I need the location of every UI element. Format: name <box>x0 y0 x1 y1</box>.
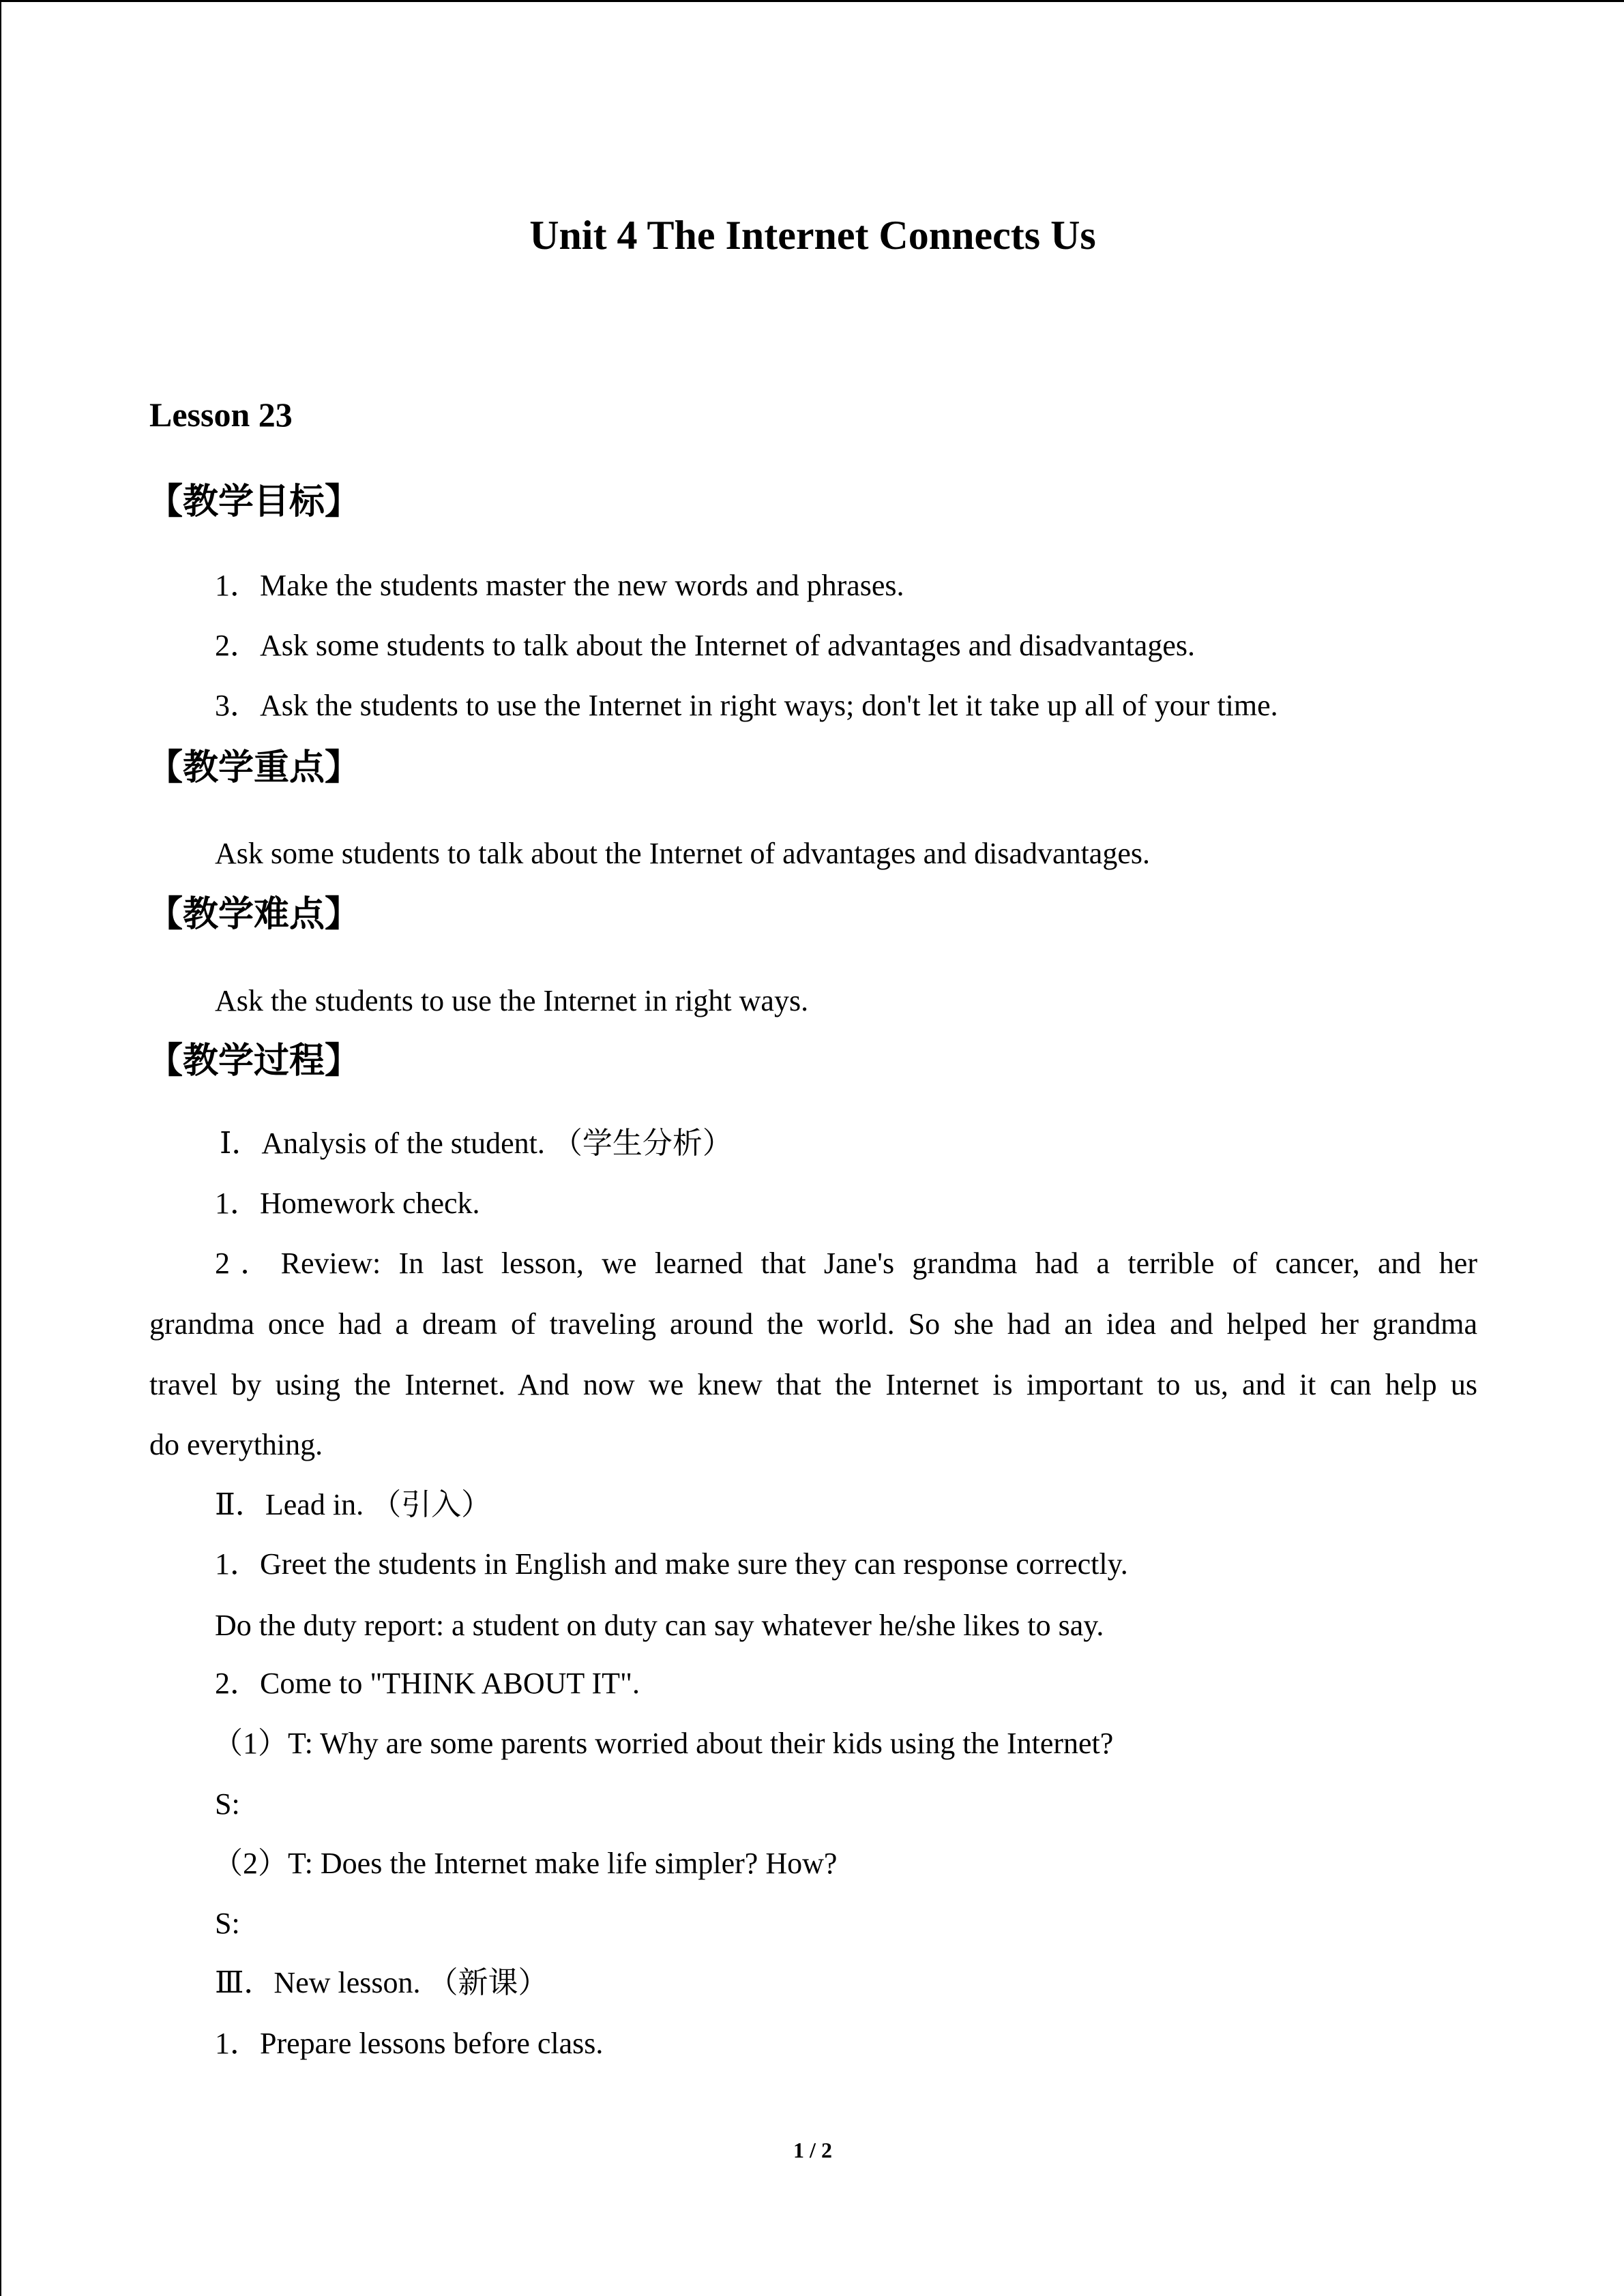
homework-check: 1．Homework check. <box>215 1187 480 1220</box>
key-points-heading: 【教学重点】 <box>147 747 361 788</box>
review-line: 2．Review: In last lesson, we learned that Jane's grandma had a terrible of cancer, and her <box>215 1247 1477 1280</box>
part2-title: Ⅱ．Lead in. （引入） <box>215 1488 492 1521</box>
answer-1: S: <box>215 1787 240 1821</box>
prepare-item: 1．Prepare lessons before class. <box>215 2027 604 2060</box>
page-number: 1 / 2 <box>793 2138 832 2162</box>
duty-report: Do the duty report: a student on duty can say whatever he/she likes to say. <box>215 1609 1104 1642</box>
difficulties-heading: 【教学难点】 <box>147 894 361 935</box>
review-line: grandma once had a dream of traveling around the world. So she had an idea and helped her grandma <box>149 1307 1477 1341</box>
process-heading: 【教学过程】 <box>147 1041 361 1082</box>
objective-item: 2．Ask some students to talk about the Internet of advantages and disadvantages. <box>215 629 1195 662</box>
objective-item: 1．Make the students master the new words and phrases. <box>215 569 904 602</box>
objectives-heading: 【教学目标】 <box>147 481 361 522</box>
part1-title: Ⅰ．Analysis of the student. （学生分析） <box>220 1127 733 1160</box>
key-points-text: Ask some students to talk about the Internet of advantages and disadvantages. <box>215 837 1150 870</box>
question-2: （2）T: Does the Internet make life simpler? How? <box>213 1847 838 1880</box>
difficulties-text: Ask the students to use the Internet in right ways. <box>215 984 809 1017</box>
lesson-title: Lesson 23 <box>149 396 293 434</box>
document-title: Unit 4 The Internet Connects Us <box>529 213 1096 258</box>
part3-title: Ⅲ．New lesson. （新课） <box>215 1966 548 1999</box>
review-line: travel by using the Internet. And now we knew that the Internet is important to us, and it can help us <box>149 1368 1477 1401</box>
review-line: do everything. <box>149 1428 323 1461</box>
objective-item: 3．Ask the students to use the Internet in right ways; don't let it take up all of your time. <box>215 689 1278 722</box>
think-item: 2．Come to "THINK ABOUT IT". <box>215 1667 640 1700</box>
answer-2: S: <box>215 1907 240 1940</box>
question-1: （1）T: Why are some parents worried about their kids using the Internet? <box>213 1727 1114 1760</box>
greet-item: 1．Greet the students in English and make sure they can response correctly. <box>215 1547 1128 1581</box>
